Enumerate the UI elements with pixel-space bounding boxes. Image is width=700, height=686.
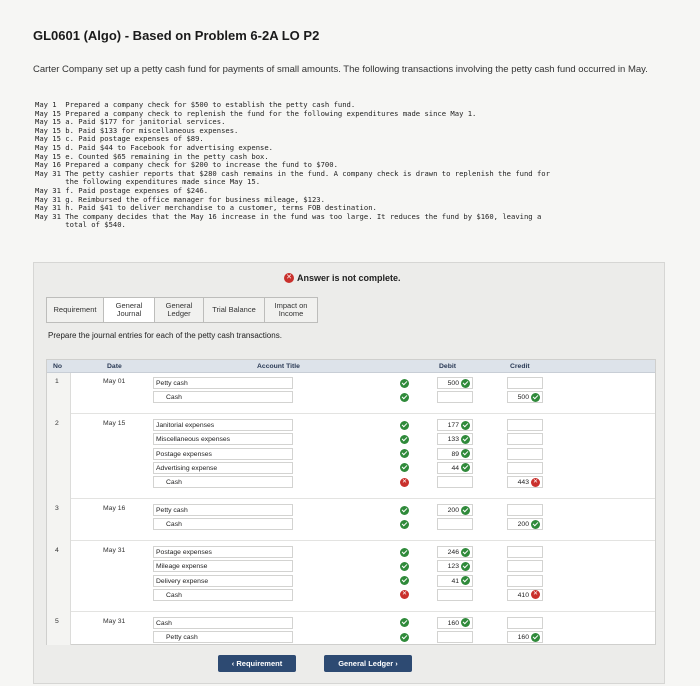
debit-field[interactable] [437, 631, 473, 643]
credit-field[interactable] [507, 448, 543, 460]
header-credit: Credit [510, 363, 530, 370]
status-text: Answer is not complete. [297, 273, 401, 283]
entry-date: May 31 [103, 547, 126, 555]
entry-number: 2 [55, 420, 59, 428]
prev-requirement-button[interactable]: ‹ Requirement [218, 655, 296, 672]
header-date: Date [107, 363, 122, 370]
debit-field[interactable] [437, 589, 473, 601]
check-icon [400, 633, 409, 642]
credit-field[interactable] [507, 504, 543, 516]
check-icon [461, 548, 470, 557]
journal-table [46, 359, 656, 645]
answer-panel [33, 262, 665, 684]
check-icon [531, 633, 540, 642]
account-title-field[interactable]: Miscellaneous expenses [153, 433, 293, 445]
credit-field[interactable] [507, 433, 543, 445]
problem-line: the following expenditures made since May 15. [35, 177, 261, 187]
problem-line: total of $540. [35, 220, 126, 230]
credit-field[interactable]: 500 [507, 391, 543, 403]
problem-transactions [35, 101, 685, 230]
status-message [284, 273, 401, 283]
debit-field[interactable]: 160 [437, 617, 473, 629]
debit-field[interactable]: 133 [437, 433, 473, 445]
debit-field[interactable]: 41 [437, 575, 473, 587]
account-title-field[interactable]: Cash [153, 518, 293, 530]
table-header [47, 360, 655, 373]
chevron-right-icon: › [393, 659, 398, 668]
account-title-field[interactable]: Postage expenses [153, 448, 293, 460]
number-column [47, 373, 71, 645]
account-title-field[interactable]: Cash [153, 589, 293, 601]
account-title-field[interactable]: Mileage expense [153, 560, 293, 572]
credit-field[interactable] [507, 575, 543, 587]
credit-field[interactable] [507, 546, 543, 558]
account-title-field[interactable]: Petty cash [153, 631, 293, 643]
entry-number: 1 [55, 378, 59, 385]
check-icon [400, 463, 409, 472]
debit-field[interactable] [437, 391, 473, 403]
credit-field[interactable]: 160 [507, 631, 543, 643]
entry-date: May 31 [103, 617, 126, 625]
debit-field[interactable]: 200 [437, 504, 473, 516]
tab-general-journal[interactable]: General Journal [103, 297, 155, 323]
account-title-field[interactable]: Janitorial expenses [153, 419, 293, 431]
check-icon [400, 421, 409, 430]
check-icon [400, 562, 409, 571]
account-title-field[interactable]: Petty cash [153, 377, 293, 389]
check-icon [400, 449, 409, 458]
check-icon [400, 548, 409, 557]
chevron-left-icon: ‹ [231, 659, 237, 668]
account-title-field[interactable]: Postage expenses [153, 546, 293, 558]
account-title-field[interactable]: Cash [153, 617, 293, 629]
credit-field[interactable] [507, 462, 543, 474]
header-no: No [53, 363, 63, 370]
credit-field[interactable] [507, 560, 543, 572]
check-icon [461, 506, 470, 515]
check-icon [531, 393, 540, 402]
credit-field[interactable] [507, 419, 543, 431]
problem-line: May 31 The company decides that the May 16 increase in the fund was too large. It reduces the fund by $160, leaving a [35, 211, 542, 221]
check-icon [400, 520, 409, 529]
problem-line: May 31 The petty cashier reports that $280 cash remains in the fund. A company check is drawn to replenish the fund for [35, 168, 550, 178]
entry-date: May 16 [103, 505, 126, 512]
check-icon [400, 379, 409, 388]
entry-date: May 15 [103, 420, 126, 428]
error-icon: ✕ [401, 591, 408, 598]
instruction-text: Prepare the journal entries for each of the petty cash transactions. [48, 331, 282, 340]
credit-field[interactable]: 200 [507, 518, 543, 530]
credit-field[interactable] [507, 377, 543, 389]
check-icon [400, 393, 409, 402]
page-title: GL0601 (Algo) - Based on Problem 6-2A LO P2 [33, 28, 320, 43]
problem-intro: Carter Company set up a petty cash fund for payments of small amounts. The following transactions involving the petty cash fund occurred in May. [33, 64, 648, 75]
row-divider [71, 611, 655, 612]
debit-field[interactable]: 44 [437, 462, 473, 474]
account-title-field[interactable]: Petty cash [153, 504, 293, 516]
debit-field[interactable] [437, 518, 473, 530]
debit-field[interactable] [437, 476, 473, 488]
debit-field[interactable]: 123 [437, 560, 473, 572]
check-icon [531, 520, 540, 529]
check-icon [461, 421, 470, 430]
header-debit: Debit [439, 363, 456, 370]
entry-date: May 01 [103, 378, 126, 385]
entry-number: 3 [55, 505, 59, 512]
account-title-field[interactable]: Advertising expense [153, 462, 293, 474]
check-icon [400, 576, 409, 585]
credit-field[interactable]: 410 [507, 589, 543, 601]
requirement-tabs [46, 297, 317, 323]
check-icon [461, 379, 470, 388]
header-account-title: Account Title [257, 363, 300, 370]
problem-line: May 15 c. Paid postage expenses of $89. [35, 134, 204, 144]
next-general-ledger-button[interactable]: General Ledger › [324, 655, 412, 672]
check-icon [400, 435, 409, 444]
row-divider [71, 540, 655, 541]
problem-line: May 15 Prepared a company check to replenish the fund for the following expenditures made since May 1. [35, 108, 477, 118]
problem-line: May 15 b. Paid $133 for miscellaneous expenses. [35, 125, 239, 135]
check-icon [400, 506, 409, 515]
debit-field[interactable]: 177 [437, 419, 473, 431]
check-icon [461, 435, 470, 444]
error-icon: ✕ [284, 273, 294, 283]
account-title-field[interactable]: Cash [153, 476, 293, 488]
account-title-field[interactable]: Delivery expense [153, 575, 293, 587]
problem-line: May 16 Prepared a company check for $200 to increase the fund to $700. [35, 160, 338, 170]
problem-line: May 15 a. Paid $177 for janitorial services. [35, 117, 226, 127]
problem-line: May 31 g. Reimbursed the office manager for business mileage, $123. [35, 194, 325, 204]
account-title-field[interactable]: Cash [153, 391, 293, 403]
tab-requirement[interactable]: Requirement [46, 297, 104, 323]
problem-line: May 15 d. Paid $44 to Facebook for advertising expense. [35, 142, 273, 152]
error-icon: ✕ [532, 591, 539, 598]
credit-field[interactable] [507, 617, 543, 629]
row-divider [71, 413, 655, 414]
problem-line: May 31 h. Paid $41 to deliver merchandise to a customer, terms FOB destination. [35, 203, 377, 213]
credit-field[interactable]: 443 [507, 476, 543, 488]
debit-field[interactable]: 246 [437, 546, 473, 558]
check-icon [461, 562, 470, 571]
check-icon [400, 618, 409, 627]
tab-general-ledger[interactable]: General Ledger [154, 297, 204, 323]
problem-line: May 1 Prepared a company check for $500 to establish the petty cash fund. [35, 100, 356, 109]
debit-field[interactable]: 89 [437, 448, 473, 460]
problem-line: May 15 e. Counted $65 remaining in the petty cash box. [35, 151, 269, 161]
debit-field[interactable]: 500 [437, 377, 473, 389]
tab-impact-on-income[interactable]: Impact on Income [264, 297, 318, 323]
row-divider [71, 498, 655, 499]
tab-trial-balance[interactable]: Trial Balance [203, 297, 265, 323]
problem-line: May 31 f. Paid postage expenses of $246. [35, 185, 209, 195]
entry-number: 4 [55, 547, 59, 555]
entry-number: 5 [55, 617, 59, 625]
error-icon: ✕ [532, 478, 539, 485]
error-icon: ✕ [401, 478, 408, 485]
